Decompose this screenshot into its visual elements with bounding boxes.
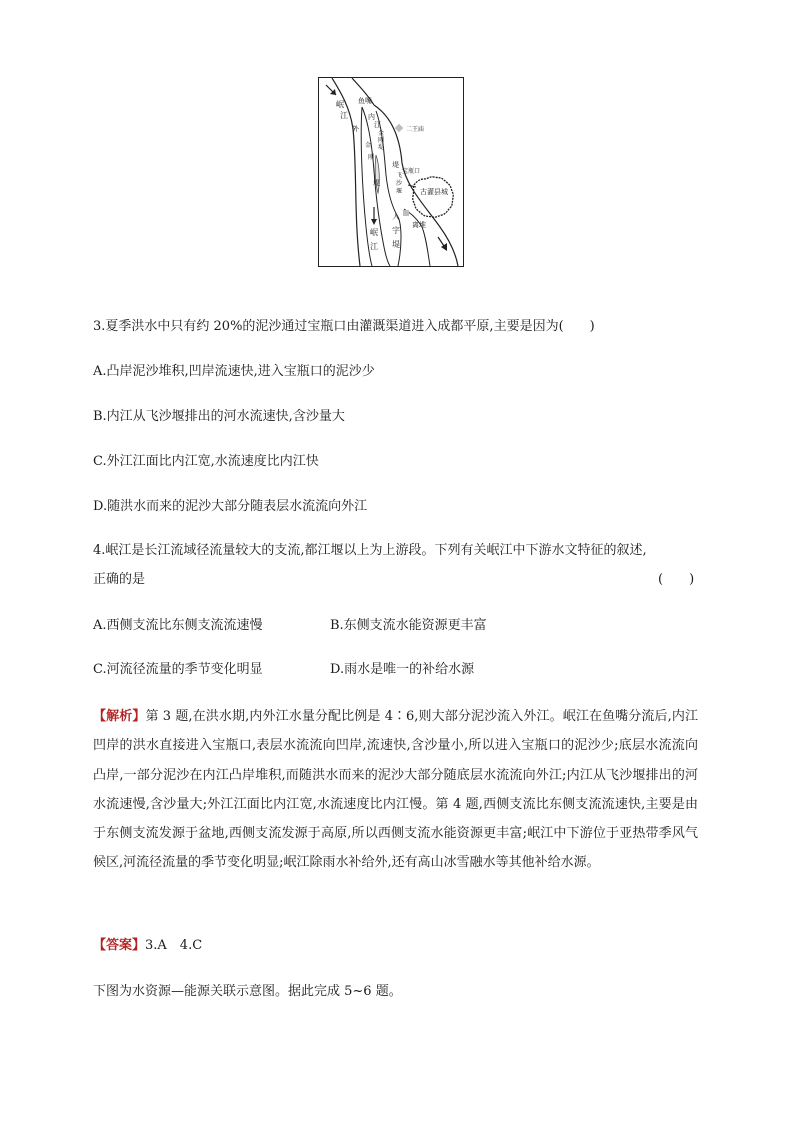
dujiangyan-map: [318, 77, 464, 267]
label-jin-3: 刚: [368, 154, 375, 161]
q3-option-b: B.内江从飞沙堰排出的河水流速快,含沙量大: [93, 409, 345, 424]
label-gang: 刚: [378, 137, 385, 144]
label-feisha-2: 飞: [396, 172, 403, 179]
lidui-marker: [403, 210, 409, 216]
label-di-2: 堤: [373, 179, 380, 187]
analysis-paragraph: [93, 702, 698, 878]
q3-option-d: D.随洪水而来的泥沙大部分随表层水流流向外江: [93, 499, 368, 514]
label-renzi-3: 堤: [392, 240, 400, 249]
label-wai: 外: [352, 125, 359, 133]
label-minjiang-lower-1: 岷: [370, 228, 378, 237]
q4-answer-paren: ( ): [658, 572, 695, 587]
label-feisha-3: 沙: [396, 180, 403, 187]
label-feisha-1: 堤: [392, 161, 399, 169]
q4-stem-line1: 4.岷江是长江流域径流量较大的支流,都江堰以上为上游段。下列有关岷江中下游水文特征的叙述,: [93, 543, 647, 558]
q3-option-c: C.外江江面比内江宽,水流速度比内江快: [93, 454, 319, 469]
q4-stem-line2: 正确的是: [93, 572, 146, 587]
label-jin-2: 金: [365, 142, 372, 149]
label-baopingkou: 宝瓶口: [402, 168, 421, 175]
label-feisha-4: 堰: [396, 188, 403, 195]
q4-option-b: B.东侧支流水能资源更丰富: [330, 618, 487, 633]
label-guguan: 古灌县城: [420, 188, 448, 196]
label-renzi-1: 人: [392, 212, 400, 221]
label-nei: 内: [368, 113, 375, 121]
label-renzi-2: 字: [392, 226, 400, 235]
q4-option-a: A.西侧支流比东侧支流流速慢: [93, 618, 263, 633]
label-minjiang-upper-1: 岷: [336, 100, 344, 109]
answer-tag: 【答案】: [93, 938, 146, 953]
answer-line: [93, 937, 202, 955]
label-jiang: 江: [374, 121, 381, 129]
label-lidui: 离堆: [412, 221, 426, 229]
next-intro: 下图为水资源—能源关联示意图。据此完成 5~6 题。: [93, 984, 402, 999]
label-minjiang-lower-2: 江: [370, 242, 378, 251]
label-minjiang-upper-2: 江: [340, 111, 348, 120]
label-di-1: 堤: [378, 144, 385, 151]
analysis-tag: 【解析】: [93, 709, 146, 724]
dujiangyan-map-svg: [318, 77, 464, 267]
q3-option-a: A.凸岸泥沙堆积,凹岸流速快,进入宝瓶口的泥沙少: [93, 364, 375, 379]
q3-stem: 3.夏季洪水中只有约 20%的泥沙通过宝瓶口由灌溉渠道进入成都平原,主要是因为( ): [93, 319, 595, 334]
analysis-text: 第 3 题,在洪水期,内外江水量分配比例是 4∶6,则大部分泥沙流入外江。岷江在鱼嘴分流后,内江凹岸的洪水直接进入宝瓶口,表层水流流向凹岸,流速快,含沙量小,所以进入宝瓶口的泥沙少;底层水流流向凸岸,一部分泥沙在内江凸岸堆积,而随洪水而来的泥沙大部分随底层水流流向外江;内江从飞沙堰排出的河水流速慢,含沙量大;外江江面比内江宽,水流速度比内江慢。第 4 题,西侧支流比东侧支流流速快,主要是由于东侧支流发源于盆地,西侧支流发源于高原,所以西侧支流水能资源更丰富;岷江中下游位于亚热带季风气候区,河流径流量的季节变化明显;岷江除雨水补给外,还有高山冰雪融水等其他补给水源。: [93, 709, 698, 871]
q4-option-c: C.河流径流量的季节变化明显: [93, 662, 263, 677]
q4-option-d: D.雨水是唯一的补给水源: [330, 662, 475, 677]
label-erwangmiao: 二王庙: [406, 126, 425, 133]
answer-text: 3.A 4.C: [145, 938, 203, 953]
label-yuzui: 鱼嘴: [358, 97, 372, 105]
label-jin-1: 金: [378, 130, 385, 137]
